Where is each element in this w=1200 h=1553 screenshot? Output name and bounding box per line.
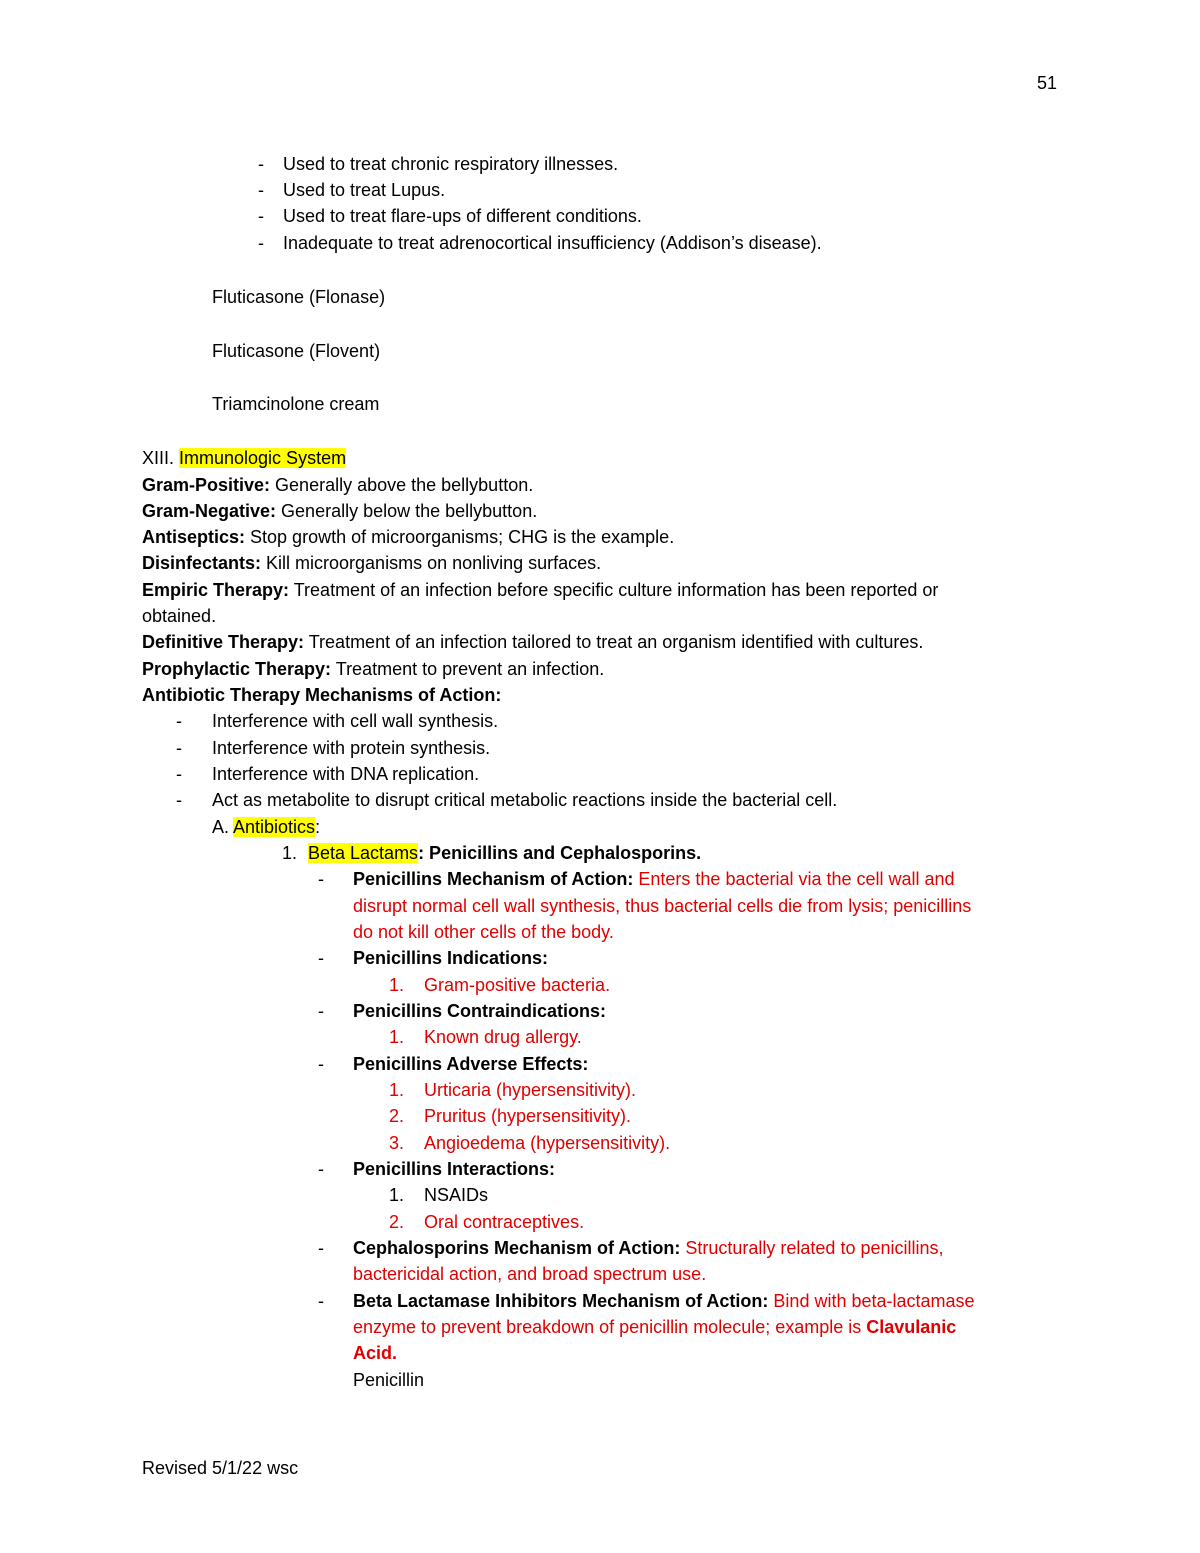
dash-bullet: - xyxy=(176,738,182,758)
definition xyxy=(142,498,537,524)
definition-term: Gram-Negative: xyxy=(142,501,277,521)
list-number: 1. xyxy=(282,843,298,863)
definition xyxy=(142,524,674,550)
antibiotics-heading xyxy=(212,814,320,840)
beta-lactams-heading xyxy=(308,840,701,866)
list-number: 1. xyxy=(389,1080,405,1100)
clavulanic-term-end: Acid. xyxy=(353,1343,398,1363)
dash-bullet: - xyxy=(318,948,324,968)
definition-text: Generally below the bellybutton. xyxy=(276,501,538,521)
drug-name: Fluticasone (Flonase) xyxy=(212,287,386,307)
dash-bullet: - xyxy=(318,869,324,889)
antibiotics-letter: A. xyxy=(212,817,234,837)
penicillins-contraindications-label: Penicillins Contraindications: xyxy=(353,1001,607,1021)
definition-term: Definitive Therapy: xyxy=(142,632,305,652)
dash-bullet: - xyxy=(258,154,264,174)
beta-lactamase-moa-text: Bind with beta-lactamase xyxy=(768,1291,975,1311)
penicillins-moa-text: do not kill other cells of the body. xyxy=(353,922,614,942)
dash-bullet: - xyxy=(176,790,182,810)
list-item: Used to treat flare-ups of different conditions. xyxy=(283,206,642,226)
list-number: 3. xyxy=(389,1133,405,1153)
dash-bullet: - xyxy=(176,764,182,784)
cephalosporins-moa-text: Structurally related to penicillins, xyxy=(680,1238,944,1258)
list-item: Act as metabolite to disrupt critical metabolic reactions inside the bacterial cell. xyxy=(212,790,838,810)
beta-lactamase-moa-text xyxy=(353,1314,956,1340)
definition xyxy=(142,550,601,576)
list-item: Gram-positive bacteria. xyxy=(424,975,611,995)
list-item: Interference with DNA replication. xyxy=(212,764,480,784)
beta-lactamase-moa-text-part: enzyme to prevent breakdown of penicillin molecule; example is xyxy=(353,1317,867,1337)
penicillins-moa-text: disrupt normal cell wall synthesis, thus bacterial cells die from lysis; penicillins xyxy=(353,896,972,916)
dash-bullet: - xyxy=(318,1054,324,1074)
penicillins-indications-label: Penicillins Indications: xyxy=(353,948,549,968)
list-item: NSAIDs xyxy=(424,1185,489,1205)
definition-text: Generally above the bellybutton. xyxy=(270,475,534,495)
dash-bullet: - xyxy=(258,233,264,253)
list-number: 2. xyxy=(389,1106,405,1126)
dash-bullet: - xyxy=(318,1238,324,1258)
trailing-text: Penicillin xyxy=(353,1370,425,1390)
definition-text: Treatment of an infection before specific culture information has been reported or xyxy=(289,580,939,600)
penicillins-interactions-label: Penicillins Interactions: xyxy=(353,1159,556,1179)
definition xyxy=(142,577,938,603)
dash-bullet: - xyxy=(318,1291,324,1311)
dash-bullet: - xyxy=(318,1159,324,1179)
penicillins-adverse-label: Penicillins Adverse Effects: xyxy=(353,1054,589,1074)
list-item: Oral contraceptives. xyxy=(424,1212,585,1232)
dash-bullet: - xyxy=(258,206,264,226)
definition-continuation: obtained. xyxy=(142,606,217,626)
list-number: 1. xyxy=(389,1027,405,1047)
list-number: 1. xyxy=(389,975,405,995)
beta-lactamase-inhibitors-moa xyxy=(353,1288,975,1314)
list-item: Interference with cell wall synthesis. xyxy=(212,711,499,731)
definition-term: Prophylactic Therapy: xyxy=(142,659,332,679)
penicillins-moa-label: Penicillins Mechanism of Action: xyxy=(353,869,634,889)
list-item: Angioedema (hypersensitivity). xyxy=(424,1133,671,1153)
page-footer: Revised 5/1/22 wsc xyxy=(142,1458,299,1478)
beta-lactams-title: Beta Lactams xyxy=(308,843,419,863)
definition xyxy=(142,656,604,682)
definition-text: Treatment of an infection tailored to treat an organism identified with cultures. xyxy=(304,632,924,652)
mechanisms-heading: Antibiotic Therapy Mechanisms of Action: xyxy=(142,685,502,705)
list-item: Pruritus (hypersensitivity). xyxy=(424,1106,632,1126)
definition-text: Treatment to prevent an infection. xyxy=(331,659,605,679)
dash-bullet: - xyxy=(176,711,182,731)
list-item: Known drug allergy. xyxy=(424,1027,582,1047)
section-heading xyxy=(142,445,346,471)
cephalosporins-moa-label: Cephalosporins Mechanism of Action: xyxy=(353,1238,681,1258)
penicillins-moa xyxy=(353,866,955,892)
cephalosporins-moa-text: bactericidal action, and broad spectrum use. xyxy=(353,1264,707,1284)
list-number: 2. xyxy=(389,1212,405,1232)
beta-lactams-subtitle: : Penicillins and Cephalosporins. xyxy=(418,843,702,863)
page-number: 51 xyxy=(1036,73,1057,93)
section-title: Immunologic System xyxy=(179,448,347,468)
cephalosporins-moa xyxy=(353,1235,944,1261)
definition-text: Kill microorganisms on nonliving surfaces. xyxy=(261,553,602,573)
clavulanic-term: Clavulanic xyxy=(866,1317,957,1337)
definition-term: Empiric Therapy: xyxy=(142,580,290,600)
list-number: 1. xyxy=(389,1185,405,1205)
antibiotics-title: Antibiotics xyxy=(233,817,316,837)
dash-bullet: - xyxy=(318,1001,324,1021)
definition-term: Disinfectants: xyxy=(142,553,262,573)
drug-name: Fluticasone (Flovent) xyxy=(212,341,381,361)
definition xyxy=(142,629,923,655)
definition xyxy=(142,472,533,498)
definition-term: Antiseptics: xyxy=(142,527,246,547)
drug-name: Triamcinolone cream xyxy=(212,394,380,414)
penicillins-moa-text: Enters the bacterial via the cell wall and xyxy=(633,869,955,889)
list-item: Interference with protein synthesis. xyxy=(212,738,491,758)
list-item: Inadequate to treat adrenocortical insufficiency (Addison’s disease). xyxy=(283,233,822,253)
definition-term: Gram-Positive: xyxy=(142,475,271,495)
list-item: Urticaria (hypersensitivity). xyxy=(424,1080,637,1100)
list-item: Used to treat Lupus. xyxy=(283,180,446,200)
antibiotics-colon: : xyxy=(315,817,321,837)
definition-text: Stop growth of microorganisms; CHG is the example. xyxy=(245,527,675,547)
dash-bullet: - xyxy=(258,180,264,200)
list-item: Used to treat chronic respiratory illnesses. xyxy=(283,154,619,174)
section-number: XIII. xyxy=(142,448,180,468)
beta-lactamase-moa-label: Beta Lactamase Inhibitors Mechanism of Action: xyxy=(353,1291,769,1311)
